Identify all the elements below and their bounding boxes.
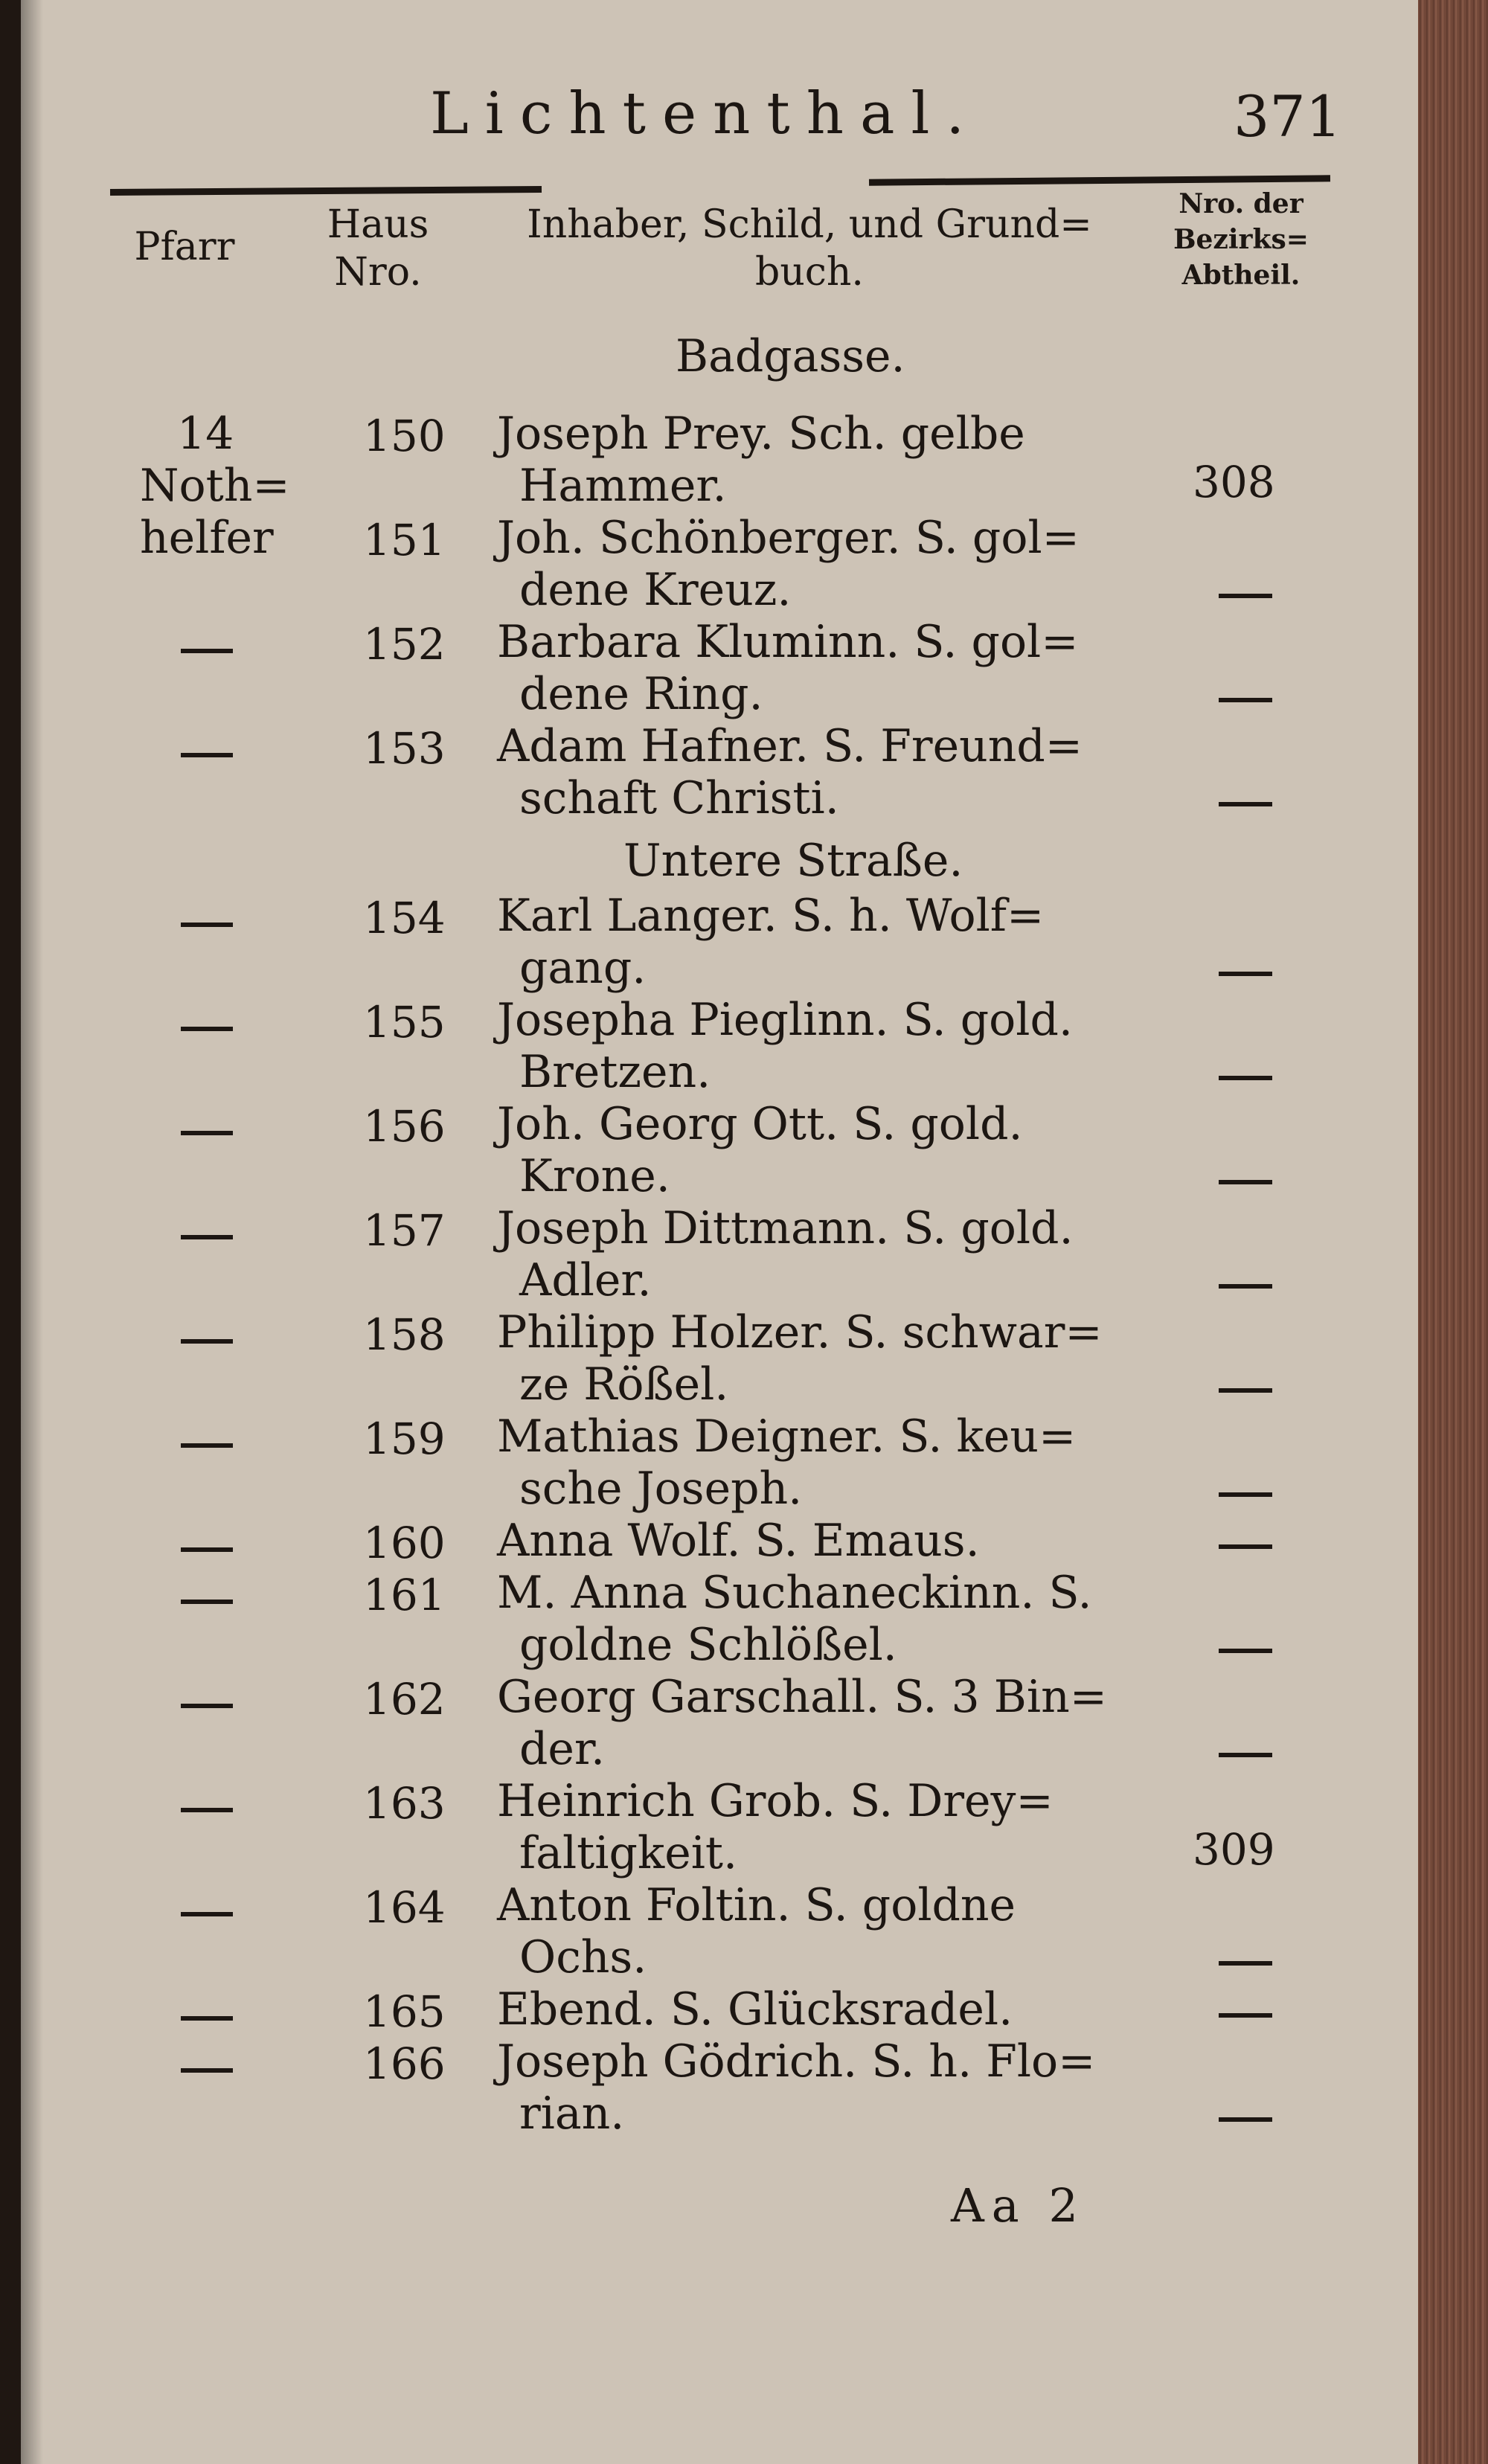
district-ditto-mark xyxy=(1219,972,1272,976)
section-untere-strasse: Untere Straße. xyxy=(623,835,963,887)
owner-entry-line2: der. xyxy=(519,1723,606,1775)
district-ditto-mark xyxy=(1219,1284,1272,1289)
house-number: 157 xyxy=(363,1205,446,1256)
parish-ditto-mark xyxy=(181,649,233,653)
owner-entry-line2: sche Joseph. xyxy=(519,1463,803,1515)
district-ditto-mark xyxy=(1219,1544,1272,1549)
district-number: 309 xyxy=(1193,1824,1275,1875)
owner-entry-line1: Barbara Kluminn. S. gol= xyxy=(497,616,1079,668)
house-number: 164 xyxy=(363,1882,446,1933)
owner-entry-line1: Georg Garschall. S. 3 Bin= xyxy=(497,1671,1107,1723)
parish-ditto-mark xyxy=(181,1339,233,1344)
house-number: 160 xyxy=(363,1518,446,1568)
house-number: 153 xyxy=(363,723,446,774)
owner-entry-line2: Ochs. xyxy=(519,1931,647,1983)
section-badgasse: Badgasse. xyxy=(676,330,905,382)
district-ditto-mark xyxy=(1219,2013,1272,2018)
owner-entry-line1: Adam Hafner. S. Freund= xyxy=(497,720,1083,772)
book-page xyxy=(21,0,1418,2464)
owner-entry-line1: Ebend. S. Glücksradel. xyxy=(497,1983,1013,2035)
owner-entry-line2: dene Ring. xyxy=(519,668,763,720)
district-ditto-mark xyxy=(1219,1649,1272,1653)
parish-ditto-mark xyxy=(181,753,233,757)
owner-entry-line2: schaft Christi. xyxy=(519,772,839,824)
owner-entry-line2: rian. xyxy=(519,2088,625,2140)
parish-number: 14 xyxy=(177,408,234,460)
col-header-bezirk-1: Nro. der xyxy=(1178,188,1303,219)
header-rule-left xyxy=(110,186,542,196)
parish-ditto-mark xyxy=(181,1808,233,1812)
owner-entry-line1: Joh. Georg Ott. S. gold. xyxy=(497,1098,1023,1150)
district-ditto-mark xyxy=(1219,1180,1272,1184)
district-ditto-mark xyxy=(1219,1388,1272,1393)
parish-ditto-mark xyxy=(181,923,233,927)
house-number: 156 xyxy=(363,1101,446,1152)
house-number: 159 xyxy=(363,1414,446,1464)
house-number: 158 xyxy=(363,1309,446,1360)
parish-ditto-mark xyxy=(181,1912,233,1916)
district-ditto-mark xyxy=(1219,698,1272,702)
spine-shadow xyxy=(21,0,43,2464)
col-header-haus-2: Nro. xyxy=(334,250,422,295)
house-number: 151 xyxy=(363,515,446,565)
col-header-bezirk-3: Abtheil. xyxy=(1181,260,1301,291)
col-header-inhaber-1: Inhaber, Schild, und Grund= xyxy=(527,202,1092,247)
house-number: 154 xyxy=(363,893,446,943)
owner-entry-line2: ze Rößel. xyxy=(519,1358,729,1411)
header-rule-right xyxy=(869,175,1330,185)
parish-ditto-mark xyxy=(181,2016,233,2021)
house-number: 161 xyxy=(363,1570,446,1620)
owner-entry-line2: goldne Schlößel. xyxy=(519,1619,897,1671)
house-number: 150 xyxy=(363,411,446,461)
house-number: 162 xyxy=(363,1674,446,1725)
owner-entry-line2: dene Kreuz. xyxy=(519,564,792,616)
signature-mark: Aa 2 xyxy=(951,2178,1085,2233)
parish-name-2: helfer xyxy=(140,512,274,564)
owner-entry-line1: Joseph Dittmann. S. gold. xyxy=(497,1202,1074,1254)
district-ditto-mark xyxy=(1219,802,1272,806)
owner-entry-line1: Anton Foltin. S. goldne xyxy=(497,1879,1016,1931)
owner-entry-line1: Joh. Schönberger. S. gol= xyxy=(497,512,1080,564)
house-number: 163 xyxy=(363,1778,446,1829)
parish-ditto-mark xyxy=(181,1600,233,1604)
owner-entry-line1: Josepha Pieglinn. S. gold. xyxy=(497,994,1073,1046)
owner-entry-line1: Joseph Prey. Sch. gelbe xyxy=(497,408,1025,460)
parish-name-1: Noth= xyxy=(140,460,290,512)
house-number: 165 xyxy=(363,1986,446,2037)
page-edge xyxy=(1418,0,1488,2464)
house-number: 155 xyxy=(363,997,446,1047)
col-header-pfarr: Pfarr xyxy=(134,225,235,269)
district-ditto-mark xyxy=(1219,1492,1272,1497)
district-ditto-mark xyxy=(1219,2117,1272,2122)
owner-entry-line1: Anna Wolf. S. Emaus. xyxy=(497,1515,980,1567)
running-head: Lichtenthal. xyxy=(430,80,981,147)
col-header-bezirk-2: Bezirks= xyxy=(1173,224,1309,255)
owner-entry-line1: Karl Langer. S. h. Wolf= xyxy=(497,890,1045,942)
owner-entry-line1: Joseph Gödrich. S. h. Flo= xyxy=(497,2035,1096,2088)
parish-ditto-mark xyxy=(181,1235,233,1239)
district-ditto-mark xyxy=(1219,594,1272,598)
col-header-inhaber-2: buch. xyxy=(755,250,864,295)
owner-entry-line1: Mathias Deigner. S. keu= xyxy=(497,1411,1077,1463)
house-number: 166 xyxy=(363,2038,446,2089)
owner-entry-line2: Krone. xyxy=(519,1150,670,1202)
parish-ditto-mark xyxy=(181,1547,233,1552)
parish-ditto-mark xyxy=(181,1131,233,1135)
parish-ditto-mark xyxy=(181,1027,233,1031)
district-number: 308 xyxy=(1193,457,1275,507)
page-number: 371 xyxy=(1234,83,1342,150)
house-number: 152 xyxy=(363,619,446,670)
owner-entry-line2: Adler. xyxy=(519,1254,652,1306)
district-ditto-mark xyxy=(1219,1076,1272,1080)
owner-entry-line1: Heinrich Grob. S. Drey= xyxy=(497,1775,1054,1827)
owner-entry-line2: gang. xyxy=(519,942,647,994)
col-header-haus-1: Haus xyxy=(327,202,429,247)
owner-entry-line2: faltigkeit. xyxy=(519,1827,738,1879)
owner-entry-line1: Philipp Holzer. S. schwar= xyxy=(497,1306,1103,1358)
owner-entry-line2: Hammer. xyxy=(519,460,727,512)
parish-ditto-mark xyxy=(181,1443,233,1448)
owner-entry-line2: Bretzen. xyxy=(519,1046,711,1098)
parish-ditto-mark xyxy=(181,2068,233,2073)
district-ditto-mark xyxy=(1219,1753,1272,1757)
district-ditto-mark xyxy=(1219,1961,1272,1966)
owner-entry-line1: M. Anna Suchaneckinn. S. xyxy=(497,1567,1092,1619)
parish-ditto-mark xyxy=(181,1704,233,1708)
